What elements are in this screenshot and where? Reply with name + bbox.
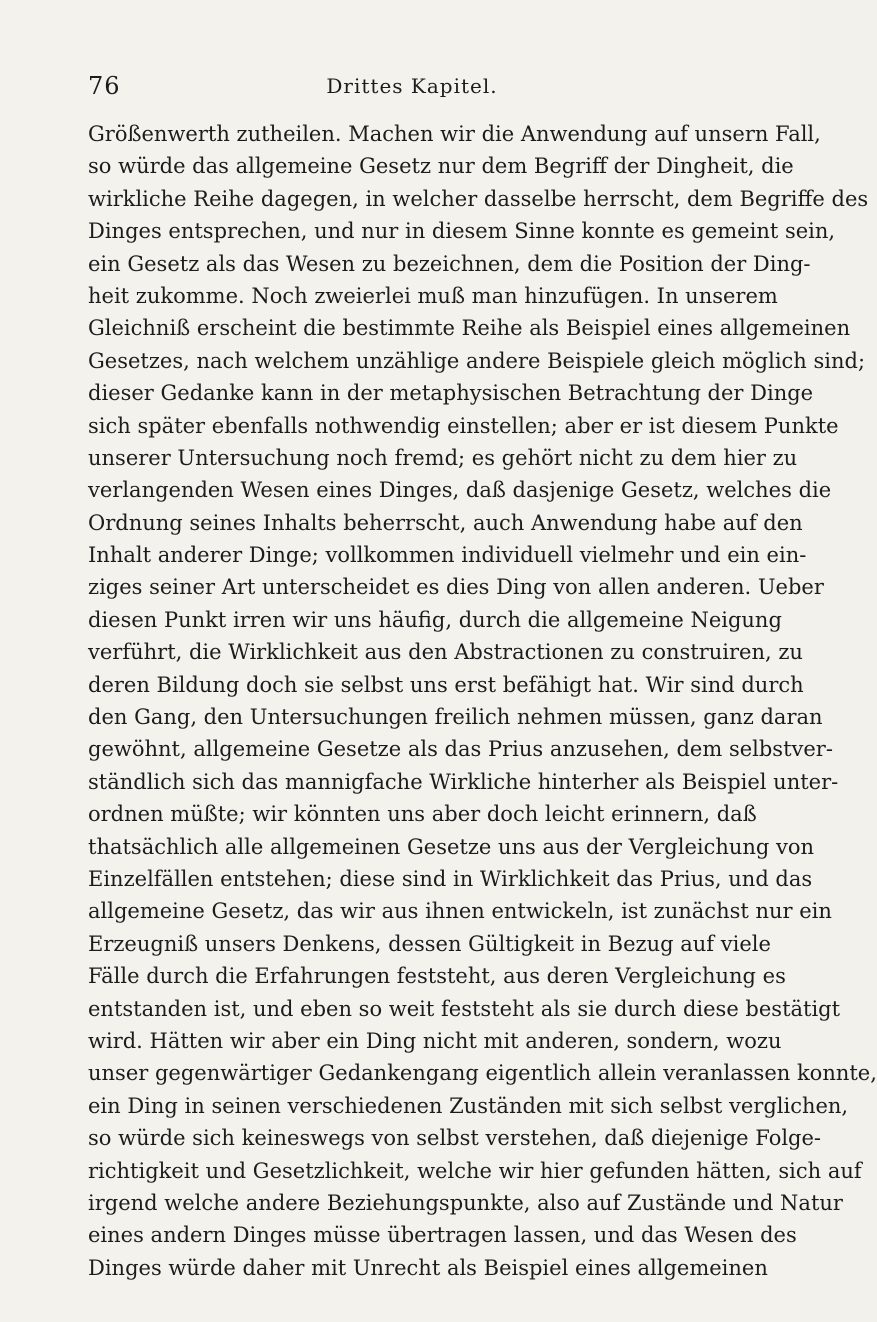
text-line: richtigkeit und Gesetzlichkeit, welche wir hier gefunden hätten, sich auf xyxy=(88,1158,862,1183)
text-line: diesen Punkt irren wir uns häufig, durch die allgemeine Neigung xyxy=(88,607,782,632)
text-line: Fälle durch die Erfahrungen feststeht, aus deren Vergleichung es xyxy=(88,964,786,989)
text-line: wird. Hätten wir aber ein Ding nicht mit anderen, sondern, wozu xyxy=(88,1028,782,1053)
text-line: Dinges entsprechen, und nur in diesem Sinne konnte es gemeint sein, xyxy=(88,219,836,244)
text-line: entstanden ist, und eben so weit feststeht als sie durch diese bestätigt xyxy=(88,996,841,1021)
text-line: eines andern Dinges müsse übertragen lassen, und das Wesen des xyxy=(88,1223,797,1248)
text-line: ein Ding in seinen verschiedenen Zuständen mit sich selbst verglichen, xyxy=(88,1093,849,1118)
text-line: gewöhnt, allgemeine Gesetze als das Prius anzusehen, dem selbstver- xyxy=(88,737,833,762)
chapter-title: Drittes Kapitel. xyxy=(326,74,498,98)
text-line: heit zukomme. Noch zweierlei muß man hinzufügen. In unserem xyxy=(88,283,778,308)
text-line: den Gang, den Untersuchungen freilich nehmen müssen, ganz daran xyxy=(88,705,823,730)
text-line: Einzelfällen entstehen; diese sind in Wirklichkeit das Prius, und das xyxy=(88,866,813,891)
text-line: Ordnung seines Inhalts beherrscht, auch Anwendung habe auf den xyxy=(88,510,803,535)
text-line: unser gegenwärtiger Gedankengang eigentlich allein veranlassen konnte, xyxy=(88,1061,877,1086)
text-line: verlangenden Wesen eines Dinges, daß dasjenige Gesetz, welches die xyxy=(88,478,832,503)
running-head xyxy=(88,72,736,106)
body-text xyxy=(88,118,877,1284)
text-line: Größenwerth zutheilen. Machen wir die Anwendung auf unsern Fall, xyxy=(88,122,821,146)
text-line: so würde sich keineswegs von selbst verstehen, daß diejenige Folge- xyxy=(88,1126,822,1151)
text-line: unserer Untersuchung noch fremd; es gehört nicht zu dem hier zu xyxy=(88,445,798,470)
text-line: Inhalt anderer Dinge; vollkommen individuell vielmehr und ein ein- xyxy=(88,543,807,568)
text-line: sich später ebenfalls nothwendig einstellen; aber er ist diesem Punkte xyxy=(88,413,839,438)
text-line: irgend welche andere Beziehungspunkte, also auf Zustände und Natur xyxy=(88,1190,843,1215)
text-line: wirkliche Reihe dagegen, in welcher dasselbe herrscht, dem Begriffe des xyxy=(88,186,869,211)
text-line: ein Gesetz als das Wesen zu bezeichnen, dem die Position der Ding- xyxy=(88,251,811,276)
text-line: thatsächlich alle allgemeinen Gesetze uns aus der Vergleichung von xyxy=(88,834,815,859)
text-line: ständlich sich das mannigfache Wirkliche hinterher als Beispiel unter- xyxy=(88,769,839,794)
page-number: 76 xyxy=(88,72,121,100)
text-line: allgemeine Gesetz, das wir aus ihnen entwickeln, ist zunächst nur ein xyxy=(88,899,832,924)
text-line: verführt, die Wirklichkeit aus den Abstractionen zu construiren, zu xyxy=(88,640,803,665)
text-line: ordnen müßte; wir könnten uns aber doch leicht erinnern, daß xyxy=(88,802,757,827)
text-line: Gleichniß erscheint die bestimmte Reihe als Beispiel eines allgemeinen xyxy=(88,316,851,341)
text-line: deren Bildung doch sie selbst uns erst befähigt hat. Wir sind durch xyxy=(88,672,804,697)
text-line: ziges seiner Art unterscheidet es dies Ding von allen anderen. Ueber xyxy=(88,575,824,600)
text-line: Dinges würde daher mit Unrecht als Beispiel eines allgemeinen xyxy=(88,1255,768,1280)
text-line: so würde das allgemeine Gesetz nur dem Begriff der Dingheit, die xyxy=(88,154,794,179)
text-line: Gesetzes, nach welchem unzählige andere Beispiele gleich möglich sind; xyxy=(88,348,866,373)
text-line: Erzeugniß unsers Denkens, dessen Gültigkeit in Bezug auf viele xyxy=(88,931,771,956)
text-line: dieser Gedanke kann in der metaphysischen Betrachtung der Dinge xyxy=(88,381,814,406)
